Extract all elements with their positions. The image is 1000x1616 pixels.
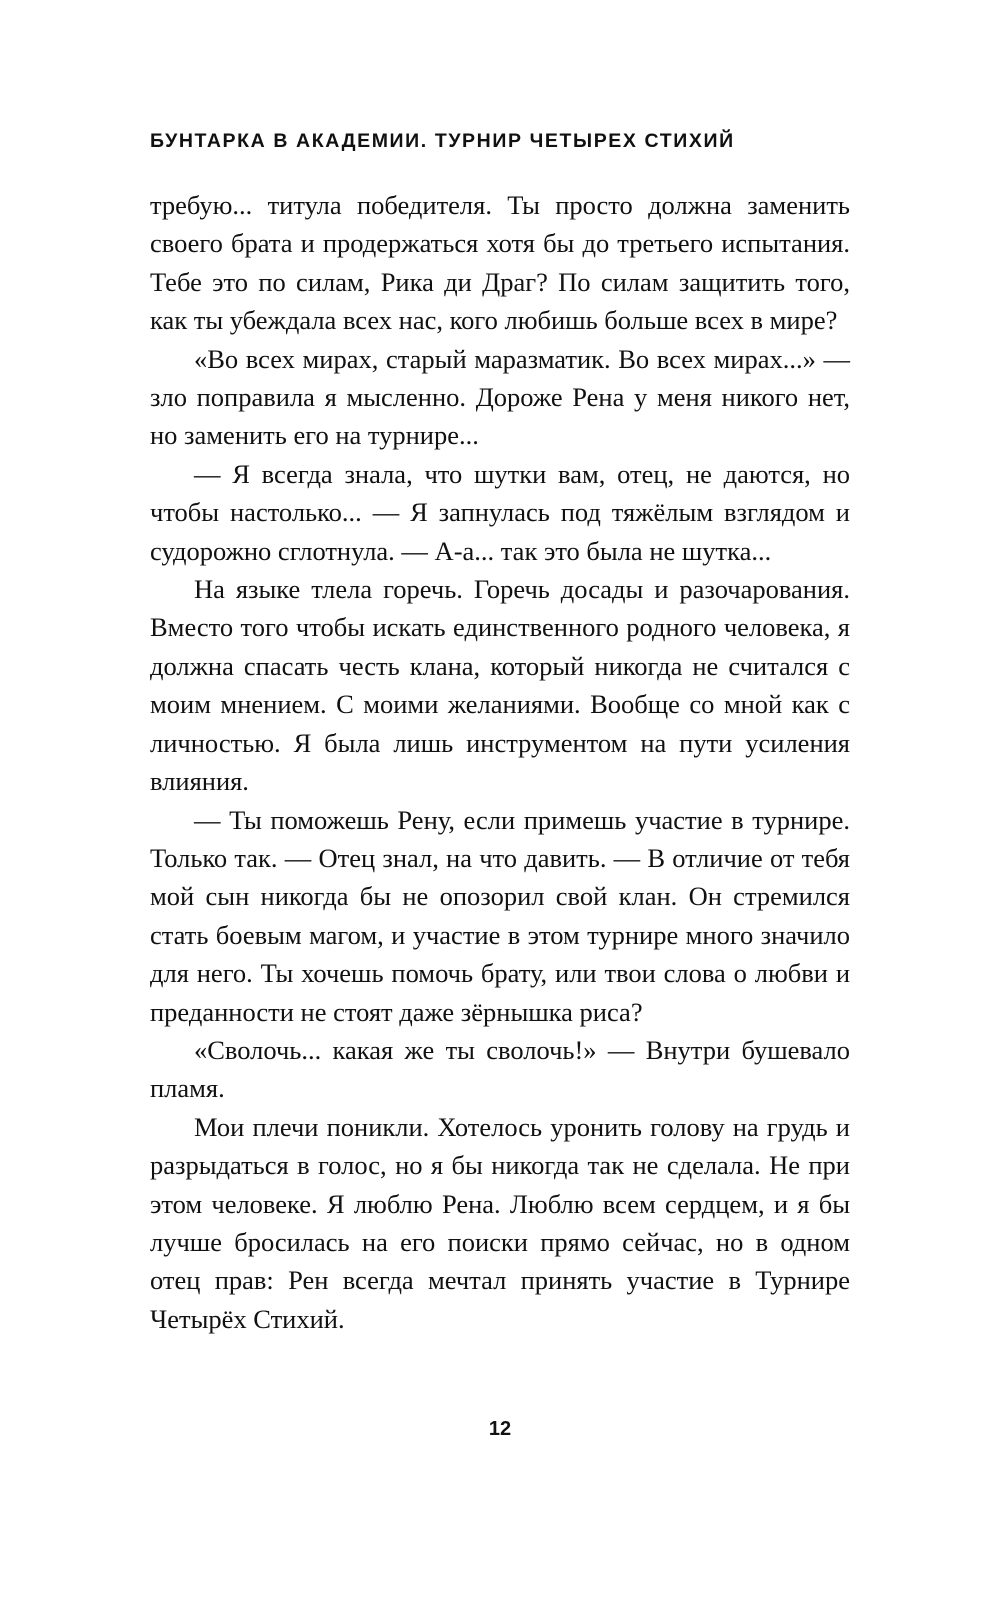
- paragraph: «Во всех мирах, старый маразматик. Во всех мирах...» — зло поправила я мысленно. Дороже Рена у меня никого нет, но заменить его на турнире...: [150, 343, 850, 451]
- page-body: [150, 186, 850, 1338]
- paragraph: Мои плечи поникли. Хотелось уронить голову на грудь и разрыдаться в голос, но я бы никогда так не сделала. Не при этом человеке. Я люблю Рена. Люблю всем сердцем, и я бы лучше бросилась на его поиски прямо сейчас, но в одном отец прав: Рен всегда мечтал принять участие в Турнире Четырёх Стихий.: [150, 1111, 850, 1334]
- running-head: БУНТАРКА В АКАДЕМИИ. ТУРНИР ЧЕТЫРЕХ СТИХИЙ: [150, 130, 735, 152]
- paragraph: требую... титула победителя. Ты просто должна заменить своего брата и продержаться хотя бы до третьего испытания. Тебе это по силам, Рика ди Драг? По силам защитить того, как ты убеждала всех нас, кого любишь больше всех в мире?: [150, 190, 850, 336]
- paragraph: — Ты поможешь Рену, если примешь участие в турнире. Только так. — Отец знал, на что давить. — В отличие от тебя мой сын никогда бы не опозорил свой клан. Он стремился стать боевым магом, и участие в этом турнире много значило для него. Ты хочешь помочь брату, или твои слова о любви и преданности не стоят даже зёрнышка риса?: [150, 804, 850, 1027]
- page-number: 12: [488, 1418, 512, 1440]
- paragraph: «Сволочь... какая же ты сволочь!» — Внутри бушевало пламя.: [150, 1034, 850, 1104]
- paragraph: — Я всегда знала, что шутки вам, отец, не даются, но чтобы настолько... — Я запнулась под тяжёлым взглядом и судорожно сглотнула. — А-а... так это была не шутка...: [150, 458, 850, 566]
- paragraph: На языке тлела горечь. Горечь досады и разочарования. Вместо того чтобы искать единственного родного человека, я должна спасать честь клана, который никогда не считался с моим мнением. С моими желаниями. Вообще со мной как с личностью. Я была лишь инструментом на пути усиления влияния.: [150, 574, 850, 797]
